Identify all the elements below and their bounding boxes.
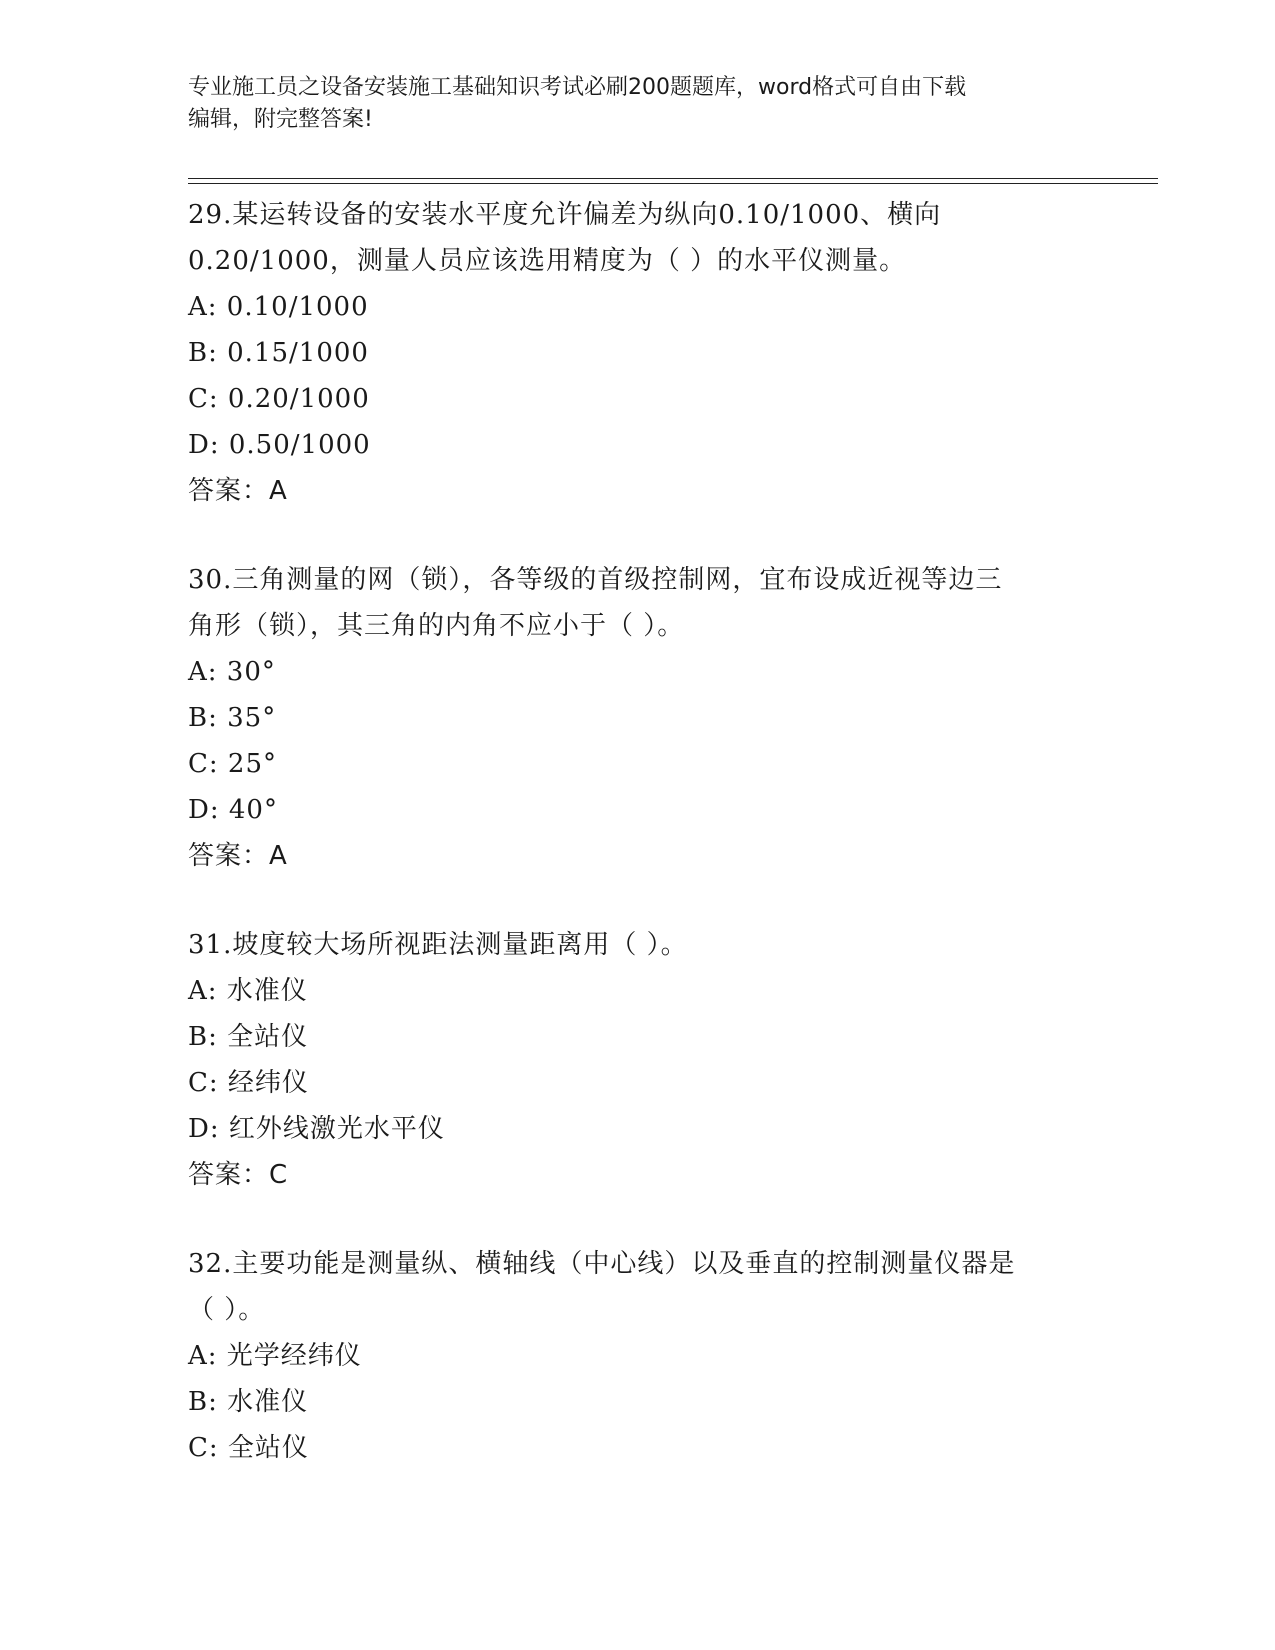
question-stem-continued: 0.20/1000，测量人员应该选用精度为（ ）的水平仪测量。 (188, 246, 907, 276)
document-header (188, 72, 1088, 136)
answer-line: 答案：A (188, 476, 288, 506)
option-c: C: 25° (188, 749, 278, 779)
option-b: B: 全站仪 (188, 1022, 309, 1052)
option-a: A: 光学经纬仪 (188, 1341, 362, 1371)
question-30 (188, 557, 1088, 879)
header-divider-top (188, 178, 1158, 179)
option-d: D: 0.50/1000 (188, 430, 371, 460)
question-stem: 30.三角测量的网（锁），各等级的首级控制网，宜布设成近视等边三 (188, 565, 1003, 595)
option-d: D: 红外线激光水平仪 (188, 1114, 445, 1144)
header-divider-bottom (188, 183, 1158, 184)
header-title-line-1: 专业施工员之设备安装施工基础知识考试必刷200题题库，word格式可自由下载 (188, 75, 967, 100)
question-32 (188, 1241, 1088, 1471)
option-b: B: 0.15/1000 (188, 338, 369, 368)
question-stem: 31.坡度较大场所视距法测量距离用（ ）。 (188, 930, 688, 960)
option-a: A: 水准仪 (188, 976, 308, 1006)
question-stem: 32.主要功能是测量纵、横轴线（中心线）以及垂直的控制测量仪器是 (188, 1249, 1016, 1279)
question-stem-continued: 角形（锁），其三角的内角不应小于（ ）。 (188, 611, 685, 641)
option-c: C: 0.20/1000 (188, 384, 370, 414)
option-a: A: 0.10/1000 (188, 292, 369, 322)
option-c: C: 经纬仪 (188, 1068, 309, 1098)
question-list (188, 192, 1088, 1514)
option-c: C: 全站仪 (188, 1433, 309, 1463)
option-a: A: 30° (188, 657, 276, 687)
header-title-line-2: 编辑，附完整答案! (188, 107, 373, 132)
question-31 (188, 922, 1088, 1198)
question-29 (188, 192, 1088, 514)
option-b: B: 水准仪 (188, 1387, 309, 1417)
option-b: B: 35° (188, 703, 277, 733)
answer-line: 答案：C (188, 1160, 289, 1190)
question-stem-continued: （ ）。 (188, 1295, 266, 1325)
question-stem: 29.某运转设备的安装水平度允许偏差为纵向0.10/1000、横向 (188, 200, 942, 230)
answer-line: 答案：A (188, 841, 288, 871)
option-d: D: 40° (188, 795, 278, 825)
